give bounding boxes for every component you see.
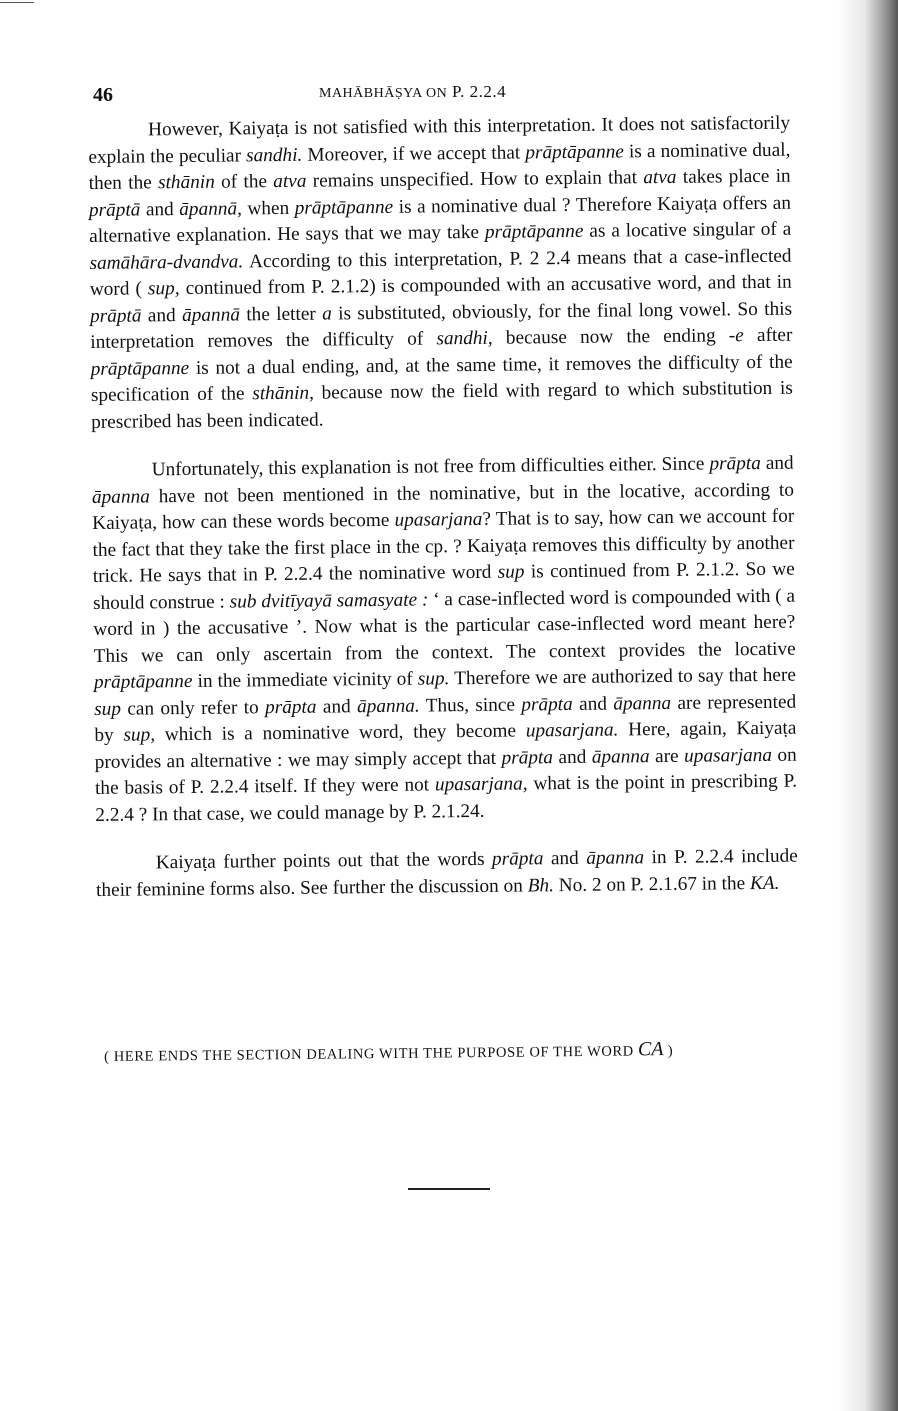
text-run: Thus, since: [419, 693, 522, 717]
section-end-open: (: [104, 1048, 114, 1065]
italic-term: sandhi,: [436, 327, 493, 350]
page-number: 46: [93, 84, 113, 106]
italic-term: sup,: [147, 278, 180, 300]
italic-term: prāptāpanne: [93, 670, 193, 693]
italic-term: upasarjana,: [434, 773, 528, 796]
italic-term: sthānin,: [252, 382, 314, 405]
text-run: Therefore we are authorized to say that here: [449, 664, 796, 690]
text-run: and: [760, 452, 794, 474]
italic-term: āpanna.: [356, 695, 420, 717]
italic-term: āpanna: [591, 745, 650, 768]
text-run: after: [743, 324, 793, 347]
italic-term: atva: [273, 170, 307, 193]
text-run: because now the field with regard to which substitution is prescribed has been indicated.: [91, 377, 793, 433]
text-run: remains unspecified. How to explain that: [306, 167, 644, 192]
text-run: can only refer to: [120, 696, 266, 720]
italic-term: prāpta: [501, 746, 554, 769]
italic-term: prāptāpanne: [484, 220, 584, 243]
text-run: is substituted, obviously, for the final long vowel. So this interpretation removes the difficulty of: [90, 298, 793, 353]
italic-term: upasarjana: [683, 744, 773, 767]
italic-term: āpanna: [586, 847, 645, 869]
italic-term: prāptāpanne: [525, 140, 624, 163]
italic-term: samāhāra-dvandva.: [89, 250, 244, 274]
section-end-text: HERE ENDS THE SECTION DEALING WITH THE PURPOSE OF THE WORD: [113, 1043, 634, 1065]
section-end-word: CA: [637, 1038, 664, 1061]
text-run: ? That is to say, how can we account for the fact that they take the first place in the cp. ? Kaiyaṭa removes this difficulty by another trick. He says that in P. 2.2.4 the nominative word: [92, 505, 795, 587]
text-run: and: [543, 847, 587, 870]
paragraph: [96, 844, 799, 904]
text-run: have not been mentioned in the nominative, but in the locative, according to Kaiyaṭa, how can these words become: [92, 479, 795, 534]
running-title-ref: P. 2.2.4: [452, 82, 507, 101]
text-run: ‘ a case-inflected word is compounded with ( a word in ) the accusative ’. Now what is the particular case-inflected word meant here? This we can only ascertain from the context. The context provides the locative: [93, 585, 796, 667]
text-run: No. 2 on P. 2.1.67 in the: [553, 872, 751, 896]
italic-term: sup: [94, 698, 122, 720]
running-title: [319, 82, 506, 102]
text-run: because now the ending: [492, 325, 729, 349]
italic-term: sub dvitīyayā samasyate :: [229, 588, 429, 613]
italic-term: upasarjana: [394, 508, 483, 531]
text-run: According to this interpretation, P. 2 2.4 means that a case-inflected word (: [89, 245, 792, 300]
text-run: and: [140, 198, 180, 220]
text-run: are represented by: [94, 691, 797, 746]
italic-term: āpanna: [613, 692, 672, 715]
end-rule: [408, 1188, 490, 1190]
italic-term: prāptā: [89, 304, 142, 327]
text-run: of the: [214, 171, 274, 193]
italic-term: sandhi.: [245, 144, 303, 166]
paragraph: [88, 111, 793, 436]
italic-term: āpannā,: [179, 197, 243, 220]
italic-term: prāptā: [88, 198, 141, 221]
running-title-text: MAHĀBHĀṢYA ON: [319, 86, 448, 101]
text-run: takes place in: [676, 165, 791, 188]
text-run: continued from P. 2.1.2) is compounded with an accusative word, and that in: [179, 271, 792, 300]
italic-term: atva: [643, 166, 677, 189]
italic-term: prāptāpanne: [90, 357, 190, 380]
paragraph: [92, 451, 798, 829]
italic-term: prāpta: [491, 848, 544, 870]
text-run: in the immediate vicinity of: [192, 668, 418, 692]
running-head: [93, 80, 793, 110]
text-run: when: [241, 197, 295, 219]
text-run: the letter: [239, 303, 323, 325]
italic-term: āpannā: [181, 303, 241, 326]
text-run: in P. 2.2.4 include their feminine forms also. See further the discussion on: [95, 845, 798, 901]
scan-mark: [0, 2, 34, 3]
text-run: on the basis of P. 2.2.4 itself. If they were not: [94, 744, 797, 799]
section-end-note: [104, 1037, 804, 1067]
italic-term: a: [322, 302, 332, 325]
text-run: is a nominative dual ? Therefore Kaiyaṭa offers an alternative explanation. He says that we may take: [89, 192, 792, 247]
italic-term: sup,: [123, 724, 156, 746]
italic-term: sup.: [417, 668, 450, 690]
body-text: [88, 111, 798, 904]
italic-term: -e: [728, 325, 744, 347]
italic-term: Bh.: [527, 874, 555, 896]
text-run: are: [649, 745, 685, 767]
italic-term: KA.: [749, 872, 780, 894]
text-run: However, Kaiyaṭa is not satisfied with this interpretation. It does not satisfactorily explain the peculiar: [88, 112, 791, 168]
text-run: and: [552, 746, 592, 768]
text-run: Here, again, Kaiyaṭa provides an alternative : we may simply accept that: [94, 717, 797, 773]
text-run: is continued from P. 2.1.2. So we should construe :: [92, 558, 795, 614]
text-run: as a locative singular of a: [583, 218, 792, 242]
italic-term: sup: [497, 561, 525, 583]
italic-term: prāpta: [264, 696, 317, 718]
text-run: is a nominative dual, then the: [88, 139, 791, 194]
italic-term: prāpta: [521, 693, 573, 715]
text-run: Kaiyaṭa further points out that the words: [155, 848, 493, 874]
italic-term: prāptāpanne: [294, 196, 394, 219]
text-run: and: [141, 304, 183, 326]
text-run: is not a dual ending, and, at the same time, it removes the difficulty of the specification of the: [90, 351, 793, 406]
text-run: Moreover, if we accept that: [302, 141, 526, 166]
italic-term: sthānin: [157, 171, 215, 194]
text-run: and: [572, 693, 614, 715]
italic-term: āpanna: [91, 485, 150, 508]
italic-term: upasarjana.: [525, 719, 619, 742]
text-run: which is a nominative word, they become: [154, 720, 526, 746]
italic-term: prāpta: [709, 452, 761, 475]
page-edge-shadow: [838, 0, 898, 1411]
text-run: Unfortunately, this explanation is not free from difficulties either. Since: [151, 453, 710, 481]
section-end-close: ): [663, 1043, 674, 1060]
text-run: what is the point in prescribing P. 2.2.4 ? In that case, we could manage by P. 2.1.24.: [95, 770, 798, 826]
text-run: and: [316, 695, 358, 718]
